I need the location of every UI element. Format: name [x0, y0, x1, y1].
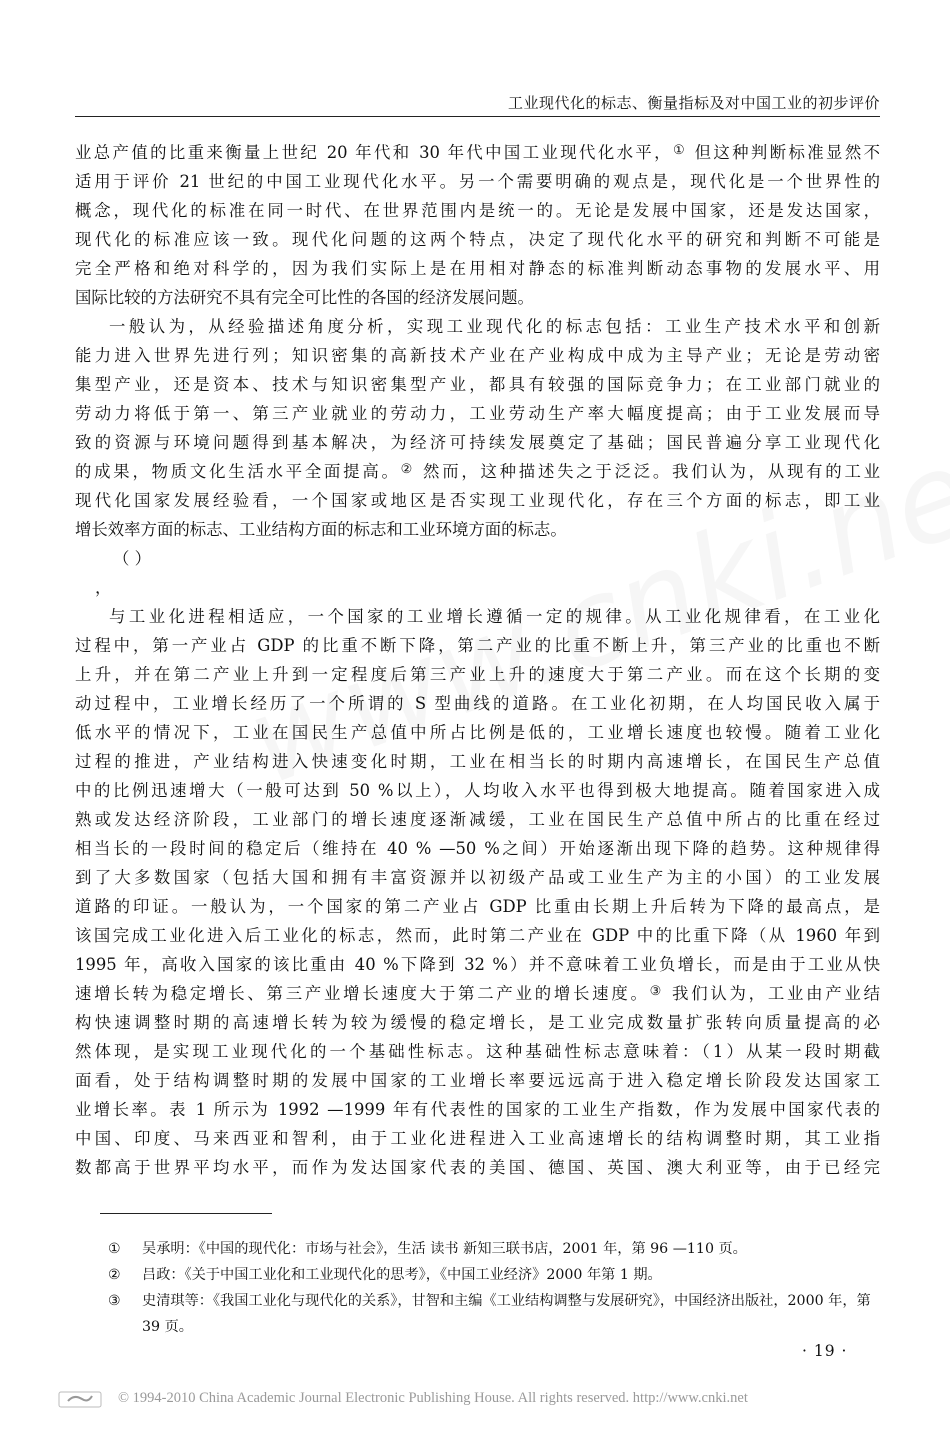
text-line: 速增长转为稳定增长、第三产业增长速度大于第二产业的增长速度。③ 我们认为，工业由产业结: [75, 984, 880, 1003]
text-line: （ ）: [113, 549, 151, 568]
text-line: 增长效率方面的标志、工业结构方面的标志和工业环境方面的标志。: [75, 520, 567, 539]
text-line: 业总产值的比重来衡量上世纪 20 年代和 30 年代中国工业现代化水平，① 但这种判断标准显然不: [75, 143, 880, 162]
text-line: 过程中，第一产业占 GDP 的比重不断下降，第二产业的比重不断上升，第三产业的比重也不断: [75, 636, 880, 655]
footnote: [108, 1262, 880, 1288]
footnote-ref[interactable]: ①: [672, 143, 687, 158]
text-line: 能力进入世界先进行列；知识密集的高新技术产业在产业构成中成为主导产业；无论是劳动密: [75, 346, 880, 365]
footnote: [108, 1288, 880, 1340]
text-line: 致的资源与环境问题得到基本解决，为经济可持续发展奠定了基础；国民普遍分享工业现代化: [75, 433, 880, 452]
text-line: 该国完成工业化进入后工业化的标志，然而，此时第二产业在 GDP 中的比重下降（从 1960 年到: [75, 926, 880, 945]
text-line: 动过程中，工业增长经历了一个所谓的 S 型曲线的道路。在工业化初期，在人均国民收入属于: [75, 694, 880, 713]
page-number: · 19 ·: [802, 1342, 848, 1360]
text-line: 一般认为，从经验描述角度分析，实现工业现代化的标志包括：工业生产技术水平和创新: [109, 317, 880, 336]
text-line: 上升，并在第二产业上升到一定程度后第三产业上升的速度大于第二产业。而在这个长期的变: [75, 665, 880, 684]
footnote: [108, 1236, 880, 1262]
text-line: 相当长的一段时间的稳定后（维持在 40 % —50 %之间）开始逐渐出现下降的趋势。这种规律得: [75, 839, 880, 858]
text-line: 完全严格和绝对科学的，因为我们实际上是在用相对静态的标准判断动态事物的发展水平、用: [75, 259, 880, 278]
text-line: ，: [95, 578, 112, 597]
running-header-title: 工业现代化的标志、衡量指标及对中国工业的初步评价: [507, 94, 880, 112]
text-line: 的成果，物质文化生活水平全面提高。② 然而，这种描述失之于泛泛。我们认为，从现有的工业: [75, 462, 880, 481]
footnote-text: 吴承明：《中国的现代化：市场与社会》，生活 读书 新知三联书店，2001 年，第 96 —110 页。: [142, 1241, 747, 1257]
footnote-text: 吕政：《关于中国工业化和工业现代化的思考》，《中国工业经济》2000 年第 1 期。: [142, 1267, 662, 1283]
footnote-mark: ③: [108, 1293, 121, 1309]
text-line: 国际比较的方法研究不具有完全可比性的各国的经济发展问题。: [75, 288, 534, 307]
text-line: 面看，处于结构调整时期的发展中国家的工业增长率要远远高于进入稳定增长阶段发达国家工: [75, 1071, 880, 1090]
footnote-text: 史清琪等：《我国工业化与现代化的关系》，甘智和主编《工业结构调整与发展研究》，中国经济出版社，2000 年，第 39 页。: [142, 1293, 871, 1335]
text-line: 现代化的标准应该一致。现代化问题的这两个特点，决定了现代化水平的研究和判断不可能是: [75, 230, 880, 249]
running-header: [75, 92, 880, 117]
text-line: 中的比例迅速增大（一般可达到 50 %以上），人均收入水平也得到极大地提高。随着国家进入成: [75, 781, 880, 800]
footnotes: [108, 1236, 880, 1340]
footnote-ref[interactable]: ②: [400, 462, 416, 477]
text-line: 过程的推进，产业结构进入快速变化时期，工业在相当长的时期内高速增长，在国民生产总值: [75, 752, 880, 771]
text-line: 现代化国家发展经验看，一个国家或地区是否实现工业现代化，存在三个方面的标志，即工业: [75, 491, 880, 510]
text-line: 中国、印度、马来西亚和智利，由于工业化进程进入工业高速增长的结构调整时期，其工业指: [75, 1129, 880, 1148]
text-line: 业增长率。表 1 所示为 1992 —1999 年有代表性的国家的工业生产指数，作为发展中国家代表的: [75, 1100, 880, 1119]
footnote-mark: ①: [108, 1241, 121, 1257]
text-line: 数都高于世界平均水平，而作为发达国家代表的美国、德国、英国、澳大利亚等，由于已经完: [75, 1158, 880, 1177]
text-line: 熟或发达经济阶段，工业部门的增长速度逐渐减缓，工业在国民生产总值中所占的比重在经过: [75, 810, 880, 829]
text-line: 构快速调整时期的高速增长转为较为缓慢的稳定增长，是工业完成数量扩张转向质量提高的必: [75, 1013, 880, 1032]
text-line: 适用于评价 21 世纪的中国工业现代化水平。另一个需要明确的观点是，现代化是一个世界性的: [75, 172, 880, 191]
text-line: 低水平的情况下，工业在国民生产总值中所占比例是低的，工业增长速度也较慢。随着工业化: [75, 723, 880, 742]
text-line: 概念，现代化的标准在同一时代、在世界范围内是统一的。无论是发展中国家，还是发达国家，: [75, 201, 880, 220]
text-line: 道路的印证。一般认为，一个国家的第二产业占 GDP 比重由长期上升后转为下降的最高点，是: [75, 897, 880, 916]
text-line: 与工业化进程相适应，一个国家的工业增长遵循一定的规律。从工业化规律看，在工业化: [109, 607, 880, 626]
text-line: 然体现，是实现工业现代化的一个基础性标志。这种基础性标志意味着：（1）从某一段时期截: [75, 1042, 880, 1061]
cnki-logo-icon: [58, 1388, 102, 1410]
footnote-ref[interactable]: ③: [649, 984, 665, 999]
text-line: 集型产业，还是资本、技术与知识密集型产业，都具有较强的国际竞争力；在工业部门就业的: [75, 375, 880, 394]
copyright-bar: [0, 1388, 950, 1412]
text-line: 劳动力将低于第一、第三产业就业的劳动力，工业劳动生产率大幅度提高；由于工业发展而导: [75, 404, 880, 423]
copyright-text: © 1994-2010 China Academic Journal Electronic Publishing House. All rights reserved. http://www.cnki.net: [118, 1390, 748, 1406]
footnote-mark: ②: [108, 1267, 121, 1283]
text-line: 1995 年，高收入国家的该比重由 40 %下降到 32 %）并不意味着工业负增长，而是由于工业从快: [75, 955, 880, 974]
body-text: [75, 138, 880, 1182]
text-line: 到了大多数国家（包括大国和拥有丰富资源并以初级产品或工业生产为主的小国）的工业发展: [75, 868, 880, 887]
footnote-rule: [100, 1213, 272, 1214]
